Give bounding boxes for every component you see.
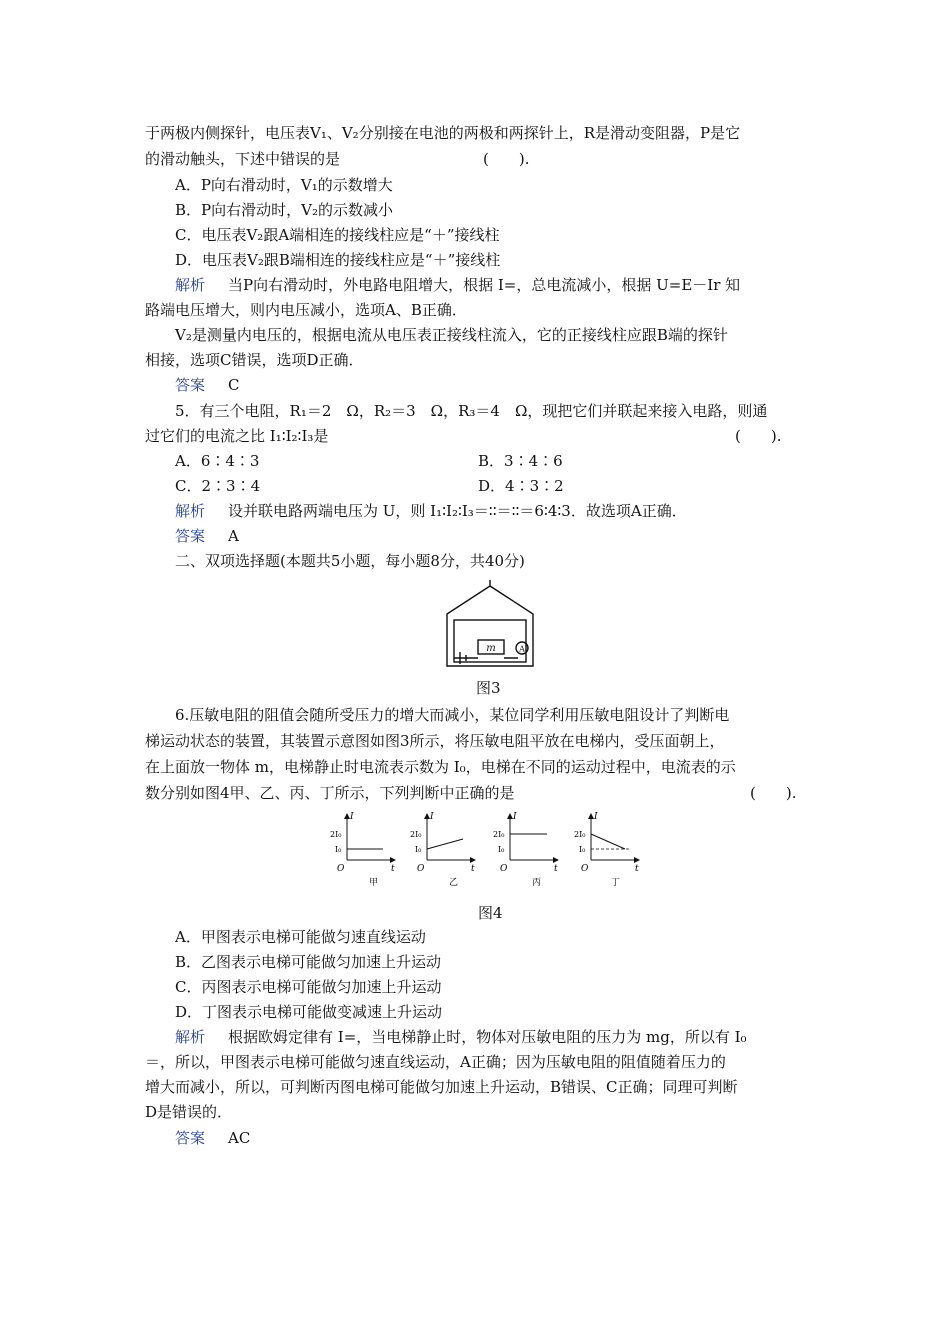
figure-4-current-graphs bbox=[325, 810, 655, 892]
q4-answer-bracket: ( ). bbox=[483, 150, 530, 168]
q6-analysis-line3: 增大而减小，所以，可判断丙图电梯可能做匀加速上升运动，B错误、C正确；同理可判断 bbox=[145, 1078, 738, 1096]
q5-stem-line2: 过它们的电流之比 I₁∶I₂∶I₃是 bbox=[145, 427, 329, 445]
graph-bing-tick-i0: I₀ bbox=[498, 845, 505, 854]
graph-bing-tick-2i0: 2I₀ bbox=[493, 830, 505, 839]
figure-3-ammeter-label: A bbox=[519, 644, 525, 654]
q5-stem-line1: 5．有三个电阻，R₁＝2 Ω，R₂＝3 Ω，R₃＝4 Ω，现把它们并联起来接入电路，则通 bbox=[175, 402, 768, 420]
graph-yi-origin: O bbox=[417, 864, 425, 874]
q6-analysis-label: 解析 bbox=[175, 1028, 206, 1046]
q6-option-d: D．丁图表示电梯可能做变减速上升运动 bbox=[175, 1003, 443, 1021]
q5-answer-bracket: ( ). bbox=[735, 427, 782, 445]
q4-option-c: C．电压表V₂跟A端相连的接线柱应是“＋”接线柱 bbox=[175, 226, 500, 244]
graph-ding bbox=[574, 812, 639, 888]
q4-option-d: D．电压表V₂跟B端相连的接线柱应是“＋”接线柱 bbox=[175, 251, 501, 269]
q6-option-b: B．乙图表示电梯可能做匀加速上升运动 bbox=[175, 953, 442, 971]
q6-answer-bracket: ( ). bbox=[750, 784, 797, 802]
figure-3-caption: 图3 bbox=[476, 679, 501, 697]
q6-stem-line3: 在上面放一物体 m，电梯静止时电流表示数为 I₀，电梯在不同的运动过程中，电流表的示 bbox=[145, 758, 736, 776]
graph-jia-label: 甲 bbox=[369, 878, 379, 888]
section-heading: 二、双项选择题(本题共5小题，每小题8分，共40分) bbox=[175, 552, 525, 570]
graph-yi-axis-i: I bbox=[430, 812, 434, 822]
graph-ding-origin: O bbox=[581, 864, 589, 874]
q4-option-a: A．P向右滑动时，V₁的示数增大 bbox=[175, 176, 393, 194]
q5-option-d: D．4∶3∶2 bbox=[478, 477, 564, 495]
q4-stem-line2: 的滑动触头，下述中错误的是 bbox=[145, 150, 341, 168]
q6-answer-label: 答案 bbox=[175, 1129, 206, 1147]
graph-jia-origin: O bbox=[337, 864, 345, 874]
q4-stem-line1: 于两极内侧探针，电压表V₁、V₂分别接在电池的两极和两探针上，R是滑动变阻器，P是它 bbox=[145, 124, 741, 142]
q4-analysis-label: 解析 bbox=[175, 276, 206, 294]
q6-option-a: A．甲图表示电梯可能做匀速直线运动 bbox=[175, 928, 426, 946]
q5-answer-value: A bbox=[228, 527, 239, 545]
q6-answer-value: AC bbox=[228, 1129, 251, 1147]
graph-yi-tick-2i0: 2I₀ bbox=[410, 830, 422, 839]
q6-analysis-line2: ＝，所以，甲图表示电梯可能做匀速直线运动，A正确；因为压敏电阻的阻值随着压力的 bbox=[145, 1053, 726, 1071]
q5-option-a: A．6∶4∶3 bbox=[175, 452, 260, 470]
figure-3-elevator-diagram bbox=[440, 580, 540, 670]
graph-jia-axis-i: I bbox=[350, 812, 354, 822]
figure-4-caption: 图4 bbox=[478, 904, 503, 922]
graph-bing-origin: O bbox=[500, 864, 508, 874]
graph-ding-axis-i: I bbox=[594, 812, 598, 822]
graph-ding-line bbox=[591, 834, 625, 849]
q4-analysis-line1: 当P向右滑动时，外电路电阻增大，根据 I=，总电流减小，根据 U=E－Ir 知 bbox=[228, 276, 741, 294]
q4-answer-value: C bbox=[228, 376, 240, 394]
q5-analysis-line1: 设并联电路两端电压为 U，则 I₁∶I₂∶I₃＝∶∶＝∶∶＝6∶4∶3．故选项A正确． bbox=[228, 502, 687, 520]
graph-bing-axis-t: t bbox=[554, 864, 558, 874]
graph-bing-label: 丙 bbox=[532, 878, 542, 888]
q6-option-c: C．丙图表示电梯可能做匀加速上升运动 bbox=[175, 978, 442, 996]
graph-bing-axis-i: I bbox=[513, 812, 517, 822]
q6-stem-line1: 6.压敏电阻的阻值会随所受压力的增大而减小，某位同学利用压敏电阻设计了判断电 bbox=[175, 706, 730, 724]
q4-option-b: B．P向右滑动时，V₂的示数减小 bbox=[175, 201, 393, 219]
graph-yi-axis-t: t bbox=[471, 864, 475, 874]
q4-analysis-line3: V₂是测量内电压的，根据电流从电压表正接线柱流入，它的正接线柱应跟B端的探针 bbox=[175, 326, 728, 344]
graph-ding-label: 丁 bbox=[611, 878, 621, 888]
q5-option-c: C．2∶3∶4 bbox=[175, 477, 261, 495]
graph-ding-tick-i0: I₀ bbox=[579, 845, 586, 854]
graph-bing bbox=[493, 812, 558, 888]
q5-option-b: B．3∶4∶6 bbox=[478, 452, 563, 470]
q6-stem-line2: 梯运动状态的装置，其装置示意图如图3所示，将压敏电阻平放在电梯内，受压面朝上， bbox=[145, 732, 725, 750]
q4-answer-label: 答案 bbox=[175, 376, 206, 394]
q6-stem-line4: 数分别如图4甲、乙、丙、丁所示，下列判断中正确的是 bbox=[145, 784, 515, 802]
graph-yi-line bbox=[427, 839, 463, 849]
q6-analysis-line1: 根据欧姆定律有 I=，当电梯静止时，物体对压敏电阻的压力为 mg，所以有 I₀ bbox=[228, 1028, 747, 1046]
graph-ding-tick-2i0: 2I₀ bbox=[574, 830, 586, 839]
graph-ding-axis-t: t bbox=[635, 864, 639, 874]
graph-jia-tick-2i0: 2I₀ bbox=[330, 830, 342, 839]
graph-yi-label: 乙 bbox=[449, 878, 459, 888]
q6-analysis-line4: D是错误的． bbox=[145, 1103, 233, 1121]
q5-analysis-label: 解析 bbox=[175, 502, 206, 520]
graph-yi-tick-i0: I₀ bbox=[415, 845, 422, 854]
graph-yi bbox=[410, 812, 475, 888]
q4-analysis-line4: 相接，选项C错误，选项D正确． bbox=[145, 351, 364, 369]
q4-analysis-line2: 路端电压增大，则内电压减小，选项A、B正确． bbox=[145, 301, 467, 319]
figure-3-mass-label: m bbox=[486, 643, 496, 654]
graph-jia-axis-t: t bbox=[391, 864, 395, 874]
q5-answer-label: 答案 bbox=[175, 527, 206, 545]
graph-jia-tick-i0: I₀ bbox=[335, 845, 342, 854]
graph-jia bbox=[330, 812, 395, 888]
